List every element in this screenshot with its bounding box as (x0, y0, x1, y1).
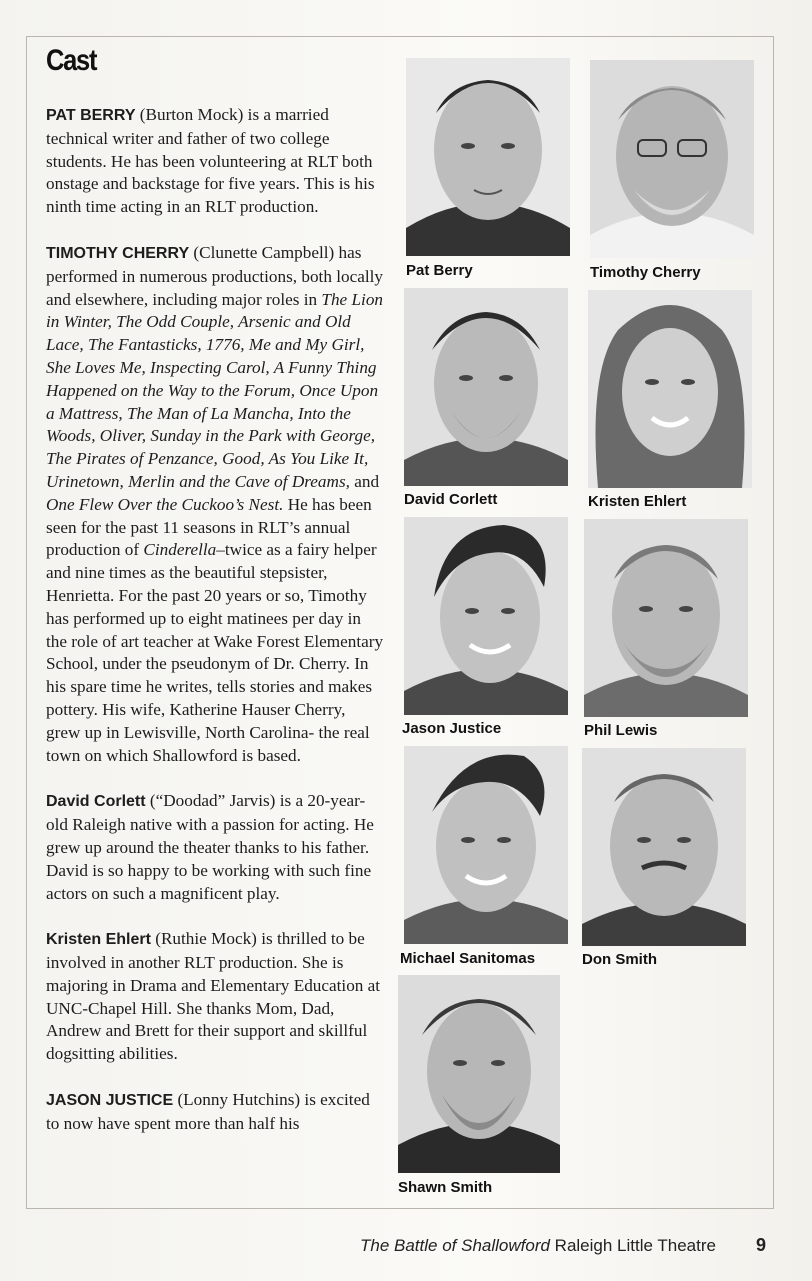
bio-text: –twice as a fairy helper and nine times as the beautiful stepsister, Henrietta. For the past 20 years or so, Timothy has performed up to eight matinees per day in the role of art teacher at Wake Forest Elementary School, under the pseudonym of Dr. Cherry. In his spare time he writes, tells stories and makes pottery. His wife, Katherine Hauser Cherry, grew up in Lewisville, North Carolina- the real town on which Shallowford is based. (46, 540, 384, 765)
caption-jason-justice: Jason Justice (402, 720, 502, 737)
bio-jason-justice (46, 1089, 384, 1136)
bio-name: Kristen Ehlert (46, 931, 151, 949)
caption-shawn-smith: Shawn Smith (398, 1179, 493, 1196)
bio-text: (Clunette Campbell) has performed in numerous productions, both locally and elsewhere, including major roles in (46, 242, 383, 309)
headshot-phil-lewis (584, 519, 748, 717)
bio-text: (Burton Mock) is a married technical writer and father of two college students. He has been volunteering at RLT both onstage and backstage for five years. This is his ninth time acting in an RLT production. (46, 105, 375, 217)
footer-theatre: Raleigh Little Theatre (549, 1236, 716, 1255)
section-heading: Cast (46, 44, 97, 77)
caption-kristen-ehlert: Kristen Ehlert (588, 493, 687, 510)
bio-text: (“Doodad” Jarvis) is a 20-year-old Raleigh native with a passion for acting. He grew up around the theater thanks to his father. David is so happy to be working with such fine actors on such a magnificent play. (46, 791, 374, 903)
bio-text: (Ruthie Mock) is thrilled to be involved in another RLT production. She is majoring in Drama and Elementary Education at UNC-Chapel Hill. She thanks Mom, Dad, Andrew and Brett for their support and skillful dogsitting abilities. (46, 929, 381, 1064)
bio-timothy-cherry (46, 242, 384, 767)
bio-david-corlett (46, 790, 384, 905)
bio-name: JASON JUSTICE (46, 1092, 174, 1110)
bio-name: PAT BERRY (46, 107, 136, 124)
bio-titles: Cinderella (143, 540, 217, 560)
caption-david-corlett: David Corlett (404, 491, 498, 508)
page-footer (360, 1236, 774, 1256)
bio-text: and (349, 471, 380, 491)
caption-timothy-cherry: Timothy Cherry (590, 264, 701, 281)
headshot-shawn-smith (398, 975, 560, 1173)
headshot-david-corlett (404, 288, 568, 486)
bio-titles: One Flew Over the Cuckoo’s Nest. (46, 494, 284, 514)
caption-phil-lewis: Phil Lewis (584, 722, 658, 739)
headshot-jason-justice (404, 517, 568, 715)
bio-text: (Lonny Hutchins) is excited to now have spent more than half his (46, 1090, 370, 1133)
headshot-pat-berry (406, 58, 570, 256)
headshot-don-smith (582, 748, 746, 946)
headshot-timothy-cherry (590, 60, 754, 258)
footer-show-title: The Battle of Shallowford (360, 1236, 550, 1255)
caption-don-smith: Don Smith (582, 951, 657, 968)
headshot-michael-sanitomas (404, 746, 568, 944)
page-number: 9 (755, 1235, 766, 1255)
bio-column (46, 104, 384, 1159)
headshot-kristen-ehlert (588, 290, 752, 488)
bio-name: TIMOTHY CHERRY (46, 244, 190, 262)
bio-titles: The Lion in Winter, The Odd Couple, Arsenic and Old Lace, The Fantasticks, 1776, Me and My Girl, She Loves Me, Inspecting Carol, A Funny Thing Happened on the Way to the Forum, Once Upon a Mattress, The Man of La Mancha, Into the Woods, Oliver, Sunday in the Park with George, The Pirates of Penzance, Good, As You Like It, Urinetown, Merlin and the Cave of Dreams, (46, 289, 384, 491)
caption-pat-berry: Pat Berry (406, 262, 473, 279)
caption-michael-sanitomas: Michael Sanitomas (400, 950, 536, 967)
bio-name: David Corlett (46, 793, 146, 811)
bio-kristen-ehlert (46, 928, 384, 1066)
bio-pat-berry (46, 104, 384, 219)
bio-text: He has been seen for the past 11 seasons in RLT’s annual production of (46, 494, 372, 560)
